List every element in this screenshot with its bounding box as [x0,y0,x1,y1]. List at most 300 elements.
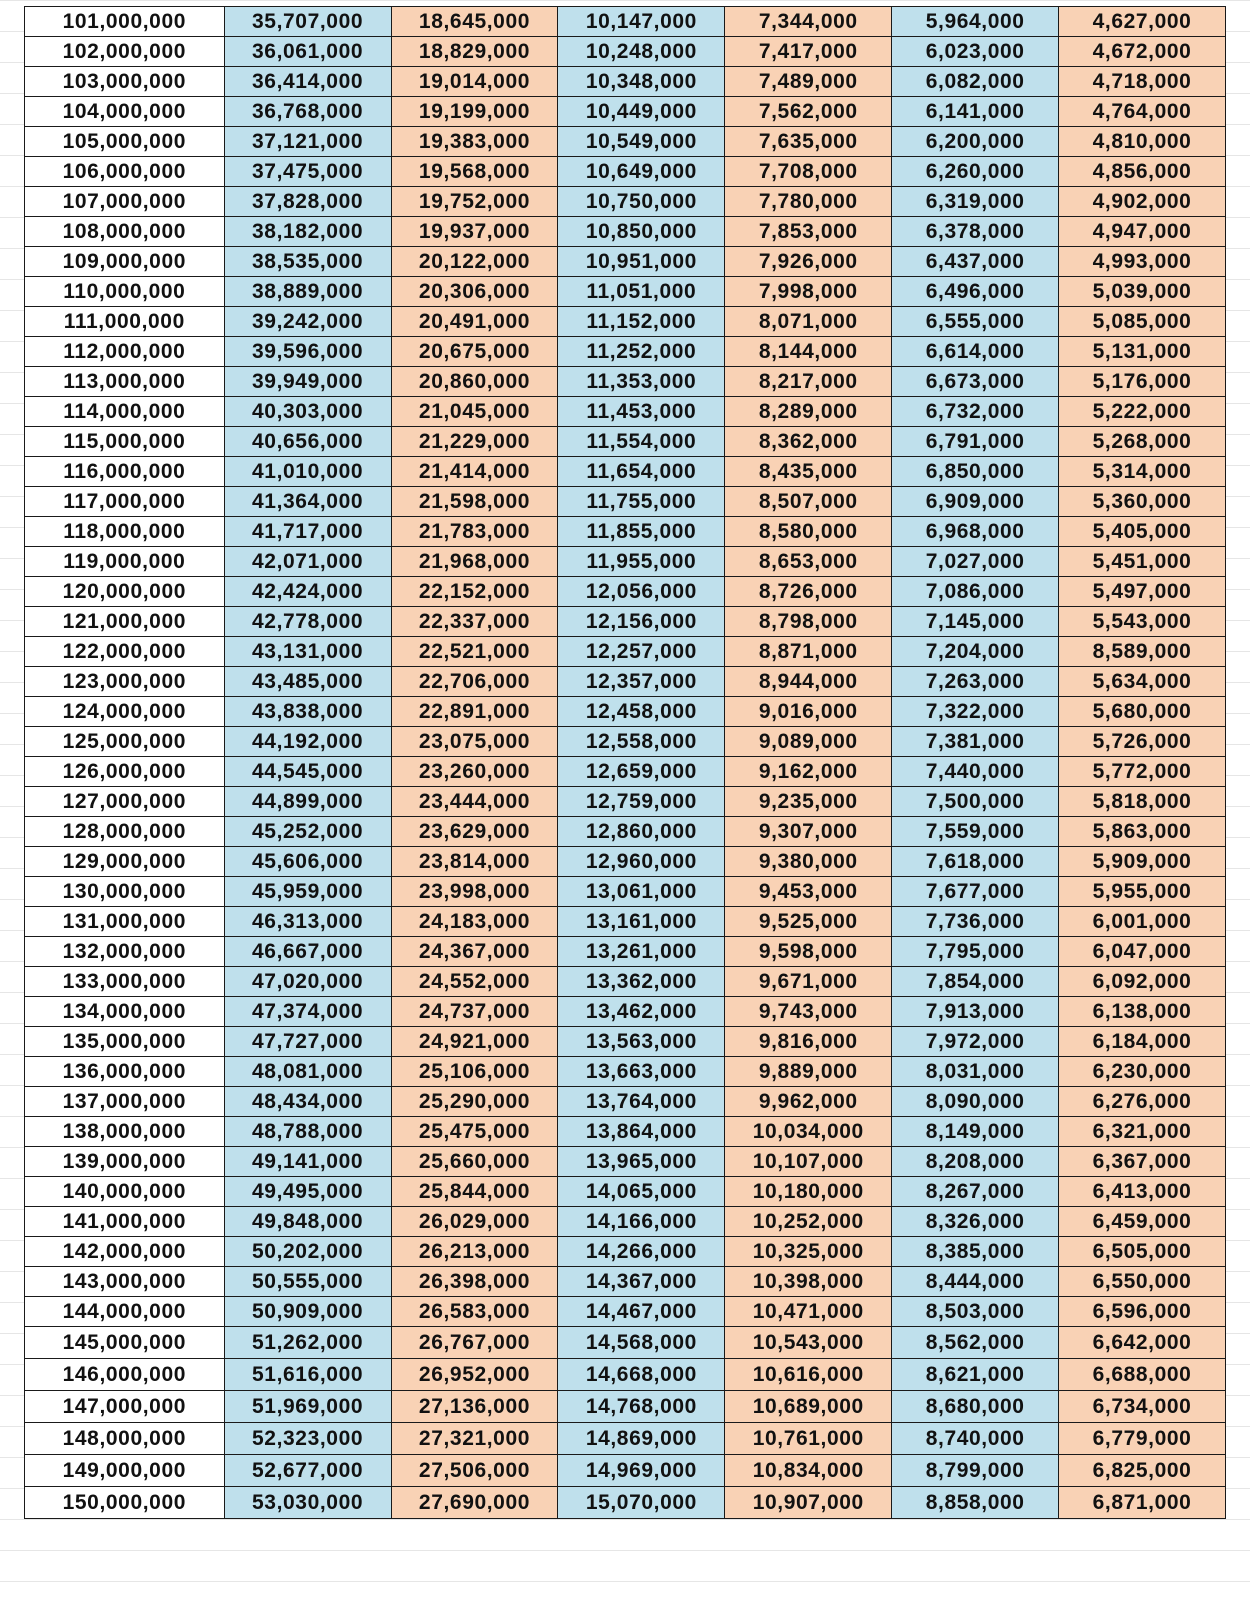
value-cell-col-5[interactable]: 9,525,000 [725,907,892,937]
row-amount-cell[interactable]: 128,000,000 [25,817,225,847]
value-cell-col-2[interactable]: 50,202,000 [224,1237,391,1267]
value-cell-col-2[interactable]: 48,788,000 [224,1117,391,1147]
row-amount-cell[interactable]: 124,000,000 [25,697,225,727]
value-cell-col-4[interactable]: 12,759,000 [558,787,725,817]
value-cell-col-5[interactable]: 9,235,000 [725,787,892,817]
value-cell-col-4[interactable]: 11,252,000 [558,337,725,367]
value-cell-col-5[interactable]: 8,871,000 [725,637,892,667]
row-amount-cell[interactable]: 145,000,000 [25,1327,225,1359]
value-cell-col-5[interactable]: 7,998,000 [725,277,892,307]
value-cell-col-5[interactable]: 10,252,000 [725,1207,892,1237]
value-cell-col-4[interactable]: 12,156,000 [558,607,725,637]
value-cell-col-6[interactable]: 7,618,000 [892,847,1059,877]
value-cell-col-3[interactable]: 24,367,000 [391,937,558,967]
value-cell-col-4[interactable]: 11,755,000 [558,487,725,517]
value-cell-col-3[interactable]: 26,029,000 [391,1207,558,1237]
value-cell-col-3[interactable]: 20,306,000 [391,277,558,307]
value-cell-col-6[interactable]: 8,149,000 [892,1117,1059,1147]
value-cell-col-5[interactable]: 10,543,000 [725,1327,892,1359]
row-amount-cell[interactable]: 147,000,000 [25,1391,225,1423]
value-cell-col-6[interactable]: 7,027,000 [892,547,1059,577]
row-amount-cell[interactable]: 135,000,000 [25,1027,225,1057]
value-cell-col-6[interactable]: 7,500,000 [892,787,1059,817]
value-cell-col-7[interactable]: 4,902,000 [1059,187,1226,217]
value-cell-col-6[interactable]: 8,740,000 [892,1423,1059,1455]
value-cell-col-6[interactable]: 7,559,000 [892,817,1059,847]
row-amount-cell[interactable]: 142,000,000 [25,1237,225,1267]
value-cell-col-4[interactable]: 14,969,000 [558,1455,725,1487]
row-amount-cell[interactable]: 148,000,000 [25,1423,225,1455]
value-cell-col-2[interactable]: 37,828,000 [224,187,391,217]
value-cell-col-3[interactable]: 22,521,000 [391,637,558,667]
value-cell-col-6[interactable]: 7,440,000 [892,757,1059,787]
row-amount-cell[interactable]: 101,000,000 [25,7,225,37]
value-cell-col-5[interactable]: 9,307,000 [725,817,892,847]
value-cell-col-7[interactable]: 4,718,000 [1059,67,1226,97]
row-amount-cell[interactable]: 116,000,000 [25,457,225,487]
value-cell-col-3[interactable]: 23,075,000 [391,727,558,757]
value-cell-col-6[interactable]: 6,378,000 [892,217,1059,247]
value-cell-col-4[interactable]: 10,248,000 [558,37,725,67]
value-cell-col-2[interactable]: 43,131,000 [224,637,391,667]
value-cell-col-6[interactable]: 8,326,000 [892,1207,1059,1237]
value-cell-col-6[interactable]: 5,964,000 [892,7,1059,37]
value-cell-col-3[interactable]: 19,199,000 [391,97,558,127]
value-cell-col-4[interactable]: 10,549,000 [558,127,725,157]
value-cell-col-3[interactable]: 26,583,000 [391,1297,558,1327]
value-cell-col-2[interactable]: 48,434,000 [224,1087,391,1117]
value-cell-col-7[interactable]: 5,360,000 [1059,487,1226,517]
value-cell-col-6[interactable]: 6,319,000 [892,187,1059,217]
value-cell-col-6[interactable]: 7,381,000 [892,727,1059,757]
value-cell-col-7[interactable]: 5,314,000 [1059,457,1226,487]
row-amount-cell[interactable]: 104,000,000 [25,97,225,127]
value-cell-col-4[interactable]: 11,654,000 [558,457,725,487]
value-cell-col-2[interactable]: 39,596,000 [224,337,391,367]
value-cell-col-7[interactable]: 5,909,000 [1059,847,1226,877]
value-cell-col-7[interactable]: 5,176,000 [1059,367,1226,397]
value-cell-col-6[interactable]: 7,204,000 [892,637,1059,667]
value-cell-col-7[interactable]: 6,642,000 [1059,1327,1226,1359]
value-cell-col-5[interactable]: 9,598,000 [725,937,892,967]
row-amount-cell[interactable]: 132,000,000 [25,937,225,967]
value-cell-col-2[interactable]: 44,899,000 [224,787,391,817]
value-cell-col-5[interactable]: 7,417,000 [725,37,892,67]
value-cell-col-2[interactable]: 42,071,000 [224,547,391,577]
row-amount-cell[interactable]: 127,000,000 [25,787,225,817]
value-cell-col-2[interactable]: 41,717,000 [224,517,391,547]
value-cell-col-4[interactable]: 11,051,000 [558,277,725,307]
value-cell-col-5[interactable]: 8,798,000 [725,607,892,637]
value-cell-col-7[interactable]: 6,688,000 [1059,1359,1226,1391]
value-cell-col-7[interactable]: 4,856,000 [1059,157,1226,187]
value-cell-col-5[interactable]: 8,217,000 [725,367,892,397]
value-cell-col-6[interactable]: 6,555,000 [892,307,1059,337]
value-cell-col-5[interactable]: 8,289,000 [725,397,892,427]
value-cell-col-4[interactable]: 12,257,000 [558,637,725,667]
value-cell-col-6[interactable]: 6,141,000 [892,97,1059,127]
value-cell-col-4[interactable]: 14,568,000 [558,1327,725,1359]
value-cell-col-5[interactable]: 8,362,000 [725,427,892,457]
value-cell-col-6[interactable]: 6,260,000 [892,157,1059,187]
value-cell-col-4[interactable]: 11,554,000 [558,427,725,457]
value-cell-col-2[interactable]: 51,616,000 [224,1359,391,1391]
value-cell-col-7[interactable]: 6,138,000 [1059,997,1226,1027]
value-cell-col-4[interactable]: 14,668,000 [558,1359,725,1391]
value-cell-col-2[interactable]: 40,656,000 [224,427,391,457]
row-amount-cell[interactable]: 129,000,000 [25,847,225,877]
value-cell-col-2[interactable]: 36,768,000 [224,97,391,127]
row-amount-cell[interactable]: 134,000,000 [25,997,225,1027]
value-cell-col-4[interactable]: 13,563,000 [558,1027,725,1057]
value-cell-col-2[interactable]: 42,424,000 [224,577,391,607]
value-cell-col-6[interactable]: 6,437,000 [892,247,1059,277]
value-cell-col-3[interactable]: 19,752,000 [391,187,558,217]
value-cell-col-6[interactable]: 8,208,000 [892,1147,1059,1177]
value-cell-col-3[interactable]: 19,937,000 [391,217,558,247]
row-amount-cell[interactable]: 140,000,000 [25,1177,225,1207]
value-cell-col-4[interactable]: 14,065,000 [558,1177,725,1207]
value-cell-col-5[interactable]: 9,816,000 [725,1027,892,1057]
value-cell-col-2[interactable]: 38,889,000 [224,277,391,307]
value-cell-col-5[interactable]: 10,761,000 [725,1423,892,1455]
row-amount-cell[interactable]: 149,000,000 [25,1455,225,1487]
value-cell-col-6[interactable]: 8,090,000 [892,1087,1059,1117]
value-cell-col-2[interactable]: 44,192,000 [224,727,391,757]
value-cell-col-3[interactable]: 24,183,000 [391,907,558,937]
value-cell-col-3[interactable]: 20,122,000 [391,247,558,277]
value-cell-col-6[interactable]: 7,263,000 [892,667,1059,697]
value-cell-col-5[interactable]: 9,162,000 [725,757,892,787]
value-cell-col-6[interactable]: 6,082,000 [892,67,1059,97]
value-cell-col-7[interactable]: 6,550,000 [1059,1267,1226,1297]
value-cell-col-2[interactable]: 36,061,000 [224,37,391,67]
row-amount-cell[interactable]: 133,000,000 [25,967,225,997]
value-cell-col-2[interactable]: 37,475,000 [224,157,391,187]
value-cell-col-5[interactable]: 8,580,000 [725,517,892,547]
value-cell-col-3[interactable]: 27,506,000 [391,1455,558,1487]
value-cell-col-2[interactable]: 47,374,000 [224,997,391,1027]
value-cell-col-3[interactable]: 20,860,000 [391,367,558,397]
value-cell-col-6[interactable]: 8,680,000 [892,1391,1059,1423]
value-cell-col-3[interactable]: 25,475,000 [391,1117,558,1147]
value-cell-col-7[interactable]: 5,863,000 [1059,817,1226,847]
value-cell-col-6[interactable]: 8,267,000 [892,1177,1059,1207]
value-cell-col-3[interactable]: 23,998,000 [391,877,558,907]
value-cell-col-2[interactable]: 43,838,000 [224,697,391,727]
row-amount-cell[interactable]: 114,000,000 [25,397,225,427]
value-cell-col-6[interactable]: 6,791,000 [892,427,1059,457]
value-cell-col-5[interactable]: 8,144,000 [725,337,892,367]
value-cell-col-4[interactable]: 12,357,000 [558,667,725,697]
value-cell-col-7[interactable]: 5,726,000 [1059,727,1226,757]
value-cell-col-7[interactable]: 6,413,000 [1059,1177,1226,1207]
value-cell-col-6[interactable]: 6,496,000 [892,277,1059,307]
value-cell-col-5[interactable]: 8,071,000 [725,307,892,337]
value-cell-col-3[interactable]: 22,337,000 [391,607,558,637]
value-cell-col-2[interactable]: 50,909,000 [224,1297,391,1327]
value-cell-col-7[interactable]: 6,321,000 [1059,1117,1226,1147]
value-cell-col-2[interactable]: 49,495,000 [224,1177,391,1207]
value-cell-col-2[interactable]: 39,242,000 [224,307,391,337]
value-cell-col-3[interactable]: 19,014,000 [391,67,558,97]
value-cell-col-2[interactable]: 50,555,000 [224,1267,391,1297]
value-cell-col-3[interactable]: 22,891,000 [391,697,558,727]
row-amount-cell[interactable]: 109,000,000 [25,247,225,277]
value-cell-col-7[interactable]: 5,634,000 [1059,667,1226,697]
value-cell-col-7[interactable]: 6,459,000 [1059,1207,1226,1237]
row-amount-cell[interactable]: 119,000,000 [25,547,225,577]
value-cell-col-4[interactable]: 10,449,000 [558,97,725,127]
row-amount-cell[interactable]: 103,000,000 [25,67,225,97]
value-cell-col-5[interactable]: 10,834,000 [725,1455,892,1487]
value-cell-col-2[interactable]: 45,252,000 [224,817,391,847]
value-cell-col-7[interactable]: 6,184,000 [1059,1027,1226,1057]
row-amount-cell[interactable]: 107,000,000 [25,187,225,217]
value-cell-col-3[interactable]: 27,321,000 [391,1423,558,1455]
value-cell-col-7[interactable]: 6,367,000 [1059,1147,1226,1177]
value-cell-col-3[interactable]: 18,829,000 [391,37,558,67]
row-amount-cell[interactable]: 108,000,000 [25,217,225,247]
value-cell-col-4[interactable]: 14,266,000 [558,1237,725,1267]
value-cell-col-4[interactable]: 13,161,000 [558,907,725,937]
value-cell-col-5[interactable]: 9,889,000 [725,1057,892,1087]
value-cell-col-7[interactable]: 5,451,000 [1059,547,1226,577]
value-cell-col-5[interactable]: 7,489,000 [725,67,892,97]
value-cell-col-2[interactable]: 41,364,000 [224,487,391,517]
value-cell-col-3[interactable]: 20,675,000 [391,337,558,367]
value-cell-col-6[interactable]: 8,385,000 [892,1237,1059,1267]
value-cell-col-6[interactable]: 6,023,000 [892,37,1059,67]
value-cell-col-4[interactable]: 12,056,000 [558,577,725,607]
value-cell-col-2[interactable]: 47,020,000 [224,967,391,997]
value-cell-col-3[interactable]: 21,045,000 [391,397,558,427]
row-amount-cell[interactable]: 123,000,000 [25,667,225,697]
value-cell-col-3[interactable]: 19,568,000 [391,157,558,187]
value-cell-col-3[interactable]: 23,814,000 [391,847,558,877]
value-cell-col-3[interactable]: 19,383,000 [391,127,558,157]
value-cell-col-6[interactable]: 8,858,000 [892,1487,1059,1519]
value-cell-col-7[interactable]: 5,085,000 [1059,307,1226,337]
value-cell-col-4[interactable]: 10,850,000 [558,217,725,247]
value-cell-col-4[interactable]: 13,061,000 [558,877,725,907]
value-cell-col-2[interactable]: 46,313,000 [224,907,391,937]
row-amount-cell[interactable]: 117,000,000 [25,487,225,517]
value-cell-col-6[interactable]: 6,850,000 [892,457,1059,487]
value-cell-col-4[interactable]: 10,951,000 [558,247,725,277]
value-cell-col-7[interactable]: 4,947,000 [1059,217,1226,247]
value-cell-col-6[interactable]: 8,031,000 [892,1057,1059,1087]
value-cell-col-5[interactable]: 9,671,000 [725,967,892,997]
value-cell-col-3[interactable]: 21,968,000 [391,547,558,577]
value-cell-col-4[interactable]: 12,860,000 [558,817,725,847]
value-cell-col-7[interactable]: 6,276,000 [1059,1087,1226,1117]
value-cell-col-7[interactable]: 4,764,000 [1059,97,1226,127]
value-cell-col-7[interactable]: 6,230,000 [1059,1057,1226,1087]
value-cell-col-4[interactable]: 12,659,000 [558,757,725,787]
value-cell-col-4[interactable]: 12,458,000 [558,697,725,727]
value-cell-col-7[interactable]: 5,818,000 [1059,787,1226,817]
value-cell-col-4[interactable]: 11,855,000 [558,517,725,547]
value-cell-col-4[interactable]: 14,166,000 [558,1207,725,1237]
value-cell-col-5[interactable]: 7,635,000 [725,127,892,157]
value-cell-col-2[interactable]: 45,606,000 [224,847,391,877]
value-cell-col-2[interactable]: 44,545,000 [224,757,391,787]
value-cell-col-4[interactable]: 13,764,000 [558,1087,725,1117]
value-cell-col-5[interactable]: 10,034,000 [725,1117,892,1147]
value-cell-col-6[interactable]: 7,145,000 [892,607,1059,637]
value-cell-col-7[interactable]: 4,672,000 [1059,37,1226,67]
value-cell-col-5[interactable]: 10,325,000 [725,1237,892,1267]
value-cell-col-4[interactable]: 13,462,000 [558,997,725,1027]
value-cell-col-3[interactable]: 26,767,000 [391,1327,558,1359]
value-cell-col-2[interactable]: 40,303,000 [224,397,391,427]
value-cell-col-3[interactable]: 24,552,000 [391,967,558,997]
row-amount-cell[interactable]: 110,000,000 [25,277,225,307]
value-cell-col-7[interactable]: 5,268,000 [1059,427,1226,457]
value-cell-col-3[interactable]: 26,952,000 [391,1359,558,1391]
value-cell-col-4[interactable]: 11,353,000 [558,367,725,397]
value-cell-col-5[interactable]: 9,380,000 [725,847,892,877]
value-cell-col-2[interactable]: 37,121,000 [224,127,391,157]
value-cell-col-5[interactable]: 8,507,000 [725,487,892,517]
value-cell-col-3[interactable]: 24,921,000 [391,1027,558,1057]
value-cell-col-7[interactable]: 5,543,000 [1059,607,1226,637]
value-cell-col-7[interactable]: 4,993,000 [1059,247,1226,277]
value-cell-col-4[interactable]: 10,147,000 [558,7,725,37]
value-cell-col-6[interactable]: 6,200,000 [892,127,1059,157]
value-cell-col-6[interactable]: 8,799,000 [892,1455,1059,1487]
value-cell-col-3[interactable]: 27,690,000 [391,1487,558,1519]
value-cell-col-4[interactable]: 14,768,000 [558,1391,725,1423]
value-cell-col-5[interactable]: 7,853,000 [725,217,892,247]
value-cell-col-3[interactable]: 25,290,000 [391,1087,558,1117]
value-cell-col-4[interactable]: 15,070,000 [558,1487,725,1519]
value-cell-col-2[interactable]: 39,949,000 [224,367,391,397]
value-cell-col-7[interactable]: 6,047,000 [1059,937,1226,967]
value-cell-col-4[interactable]: 13,362,000 [558,967,725,997]
value-cell-col-7[interactable]: 5,772,000 [1059,757,1226,787]
value-cell-col-3[interactable]: 26,398,000 [391,1267,558,1297]
value-cell-col-2[interactable]: 43,485,000 [224,667,391,697]
value-cell-col-6[interactable]: 6,968,000 [892,517,1059,547]
value-cell-col-7[interactable]: 5,222,000 [1059,397,1226,427]
row-amount-cell[interactable]: 143,000,000 [25,1267,225,1297]
value-cell-col-6[interactable]: 7,795,000 [892,937,1059,967]
value-cell-col-7[interactable]: 4,810,000 [1059,127,1226,157]
value-cell-col-2[interactable]: 49,848,000 [224,1207,391,1237]
value-cell-col-4[interactable]: 13,261,000 [558,937,725,967]
row-amount-cell[interactable]: 126,000,000 [25,757,225,787]
row-amount-cell[interactable]: 141,000,000 [25,1207,225,1237]
value-cell-col-2[interactable]: 51,969,000 [224,1391,391,1423]
row-amount-cell[interactable]: 122,000,000 [25,637,225,667]
value-cell-col-3[interactable]: 26,213,000 [391,1237,558,1267]
value-cell-col-3[interactable]: 20,491,000 [391,307,558,337]
value-cell-col-4[interactable]: 13,663,000 [558,1057,725,1087]
value-cell-col-3[interactable]: 18,645,000 [391,7,558,37]
value-cell-col-5[interactable]: 10,689,000 [725,1391,892,1423]
value-cell-col-5[interactable]: 10,180,000 [725,1177,892,1207]
value-cell-col-5[interactable]: 7,344,000 [725,7,892,37]
value-cell-col-3[interactable]: 25,844,000 [391,1177,558,1207]
value-cell-col-5[interactable]: 10,471,000 [725,1297,892,1327]
value-cell-col-4[interactable]: 12,558,000 [558,727,725,757]
value-cell-col-7[interactable]: 6,825,000 [1059,1455,1226,1487]
value-cell-col-3[interactable]: 21,414,000 [391,457,558,487]
row-amount-cell[interactable]: 121,000,000 [25,607,225,637]
value-cell-col-5[interactable]: 8,726,000 [725,577,892,607]
value-cell-col-2[interactable]: 41,010,000 [224,457,391,487]
row-amount-cell[interactable]: 138,000,000 [25,1117,225,1147]
value-cell-col-2[interactable]: 38,535,000 [224,247,391,277]
row-amount-cell[interactable]: 139,000,000 [25,1147,225,1177]
row-amount-cell[interactable]: 118,000,000 [25,517,225,547]
value-cell-col-5[interactable]: 10,398,000 [725,1267,892,1297]
value-cell-col-7[interactable]: 6,505,000 [1059,1237,1226,1267]
row-amount-cell[interactable]: 125,000,000 [25,727,225,757]
value-cell-col-7[interactable]: 5,680,000 [1059,697,1226,727]
row-amount-cell[interactable]: 111,000,000 [25,307,225,337]
row-amount-cell[interactable]: 113,000,000 [25,367,225,397]
value-cell-col-2[interactable]: 51,262,000 [224,1327,391,1359]
value-cell-col-5[interactable]: 8,435,000 [725,457,892,487]
value-cell-col-6[interactable]: 7,972,000 [892,1027,1059,1057]
value-cell-col-4[interactable]: 12,960,000 [558,847,725,877]
value-cell-col-6[interactable]: 8,444,000 [892,1267,1059,1297]
value-cell-col-7[interactable]: 6,734,000 [1059,1391,1226,1423]
value-cell-col-5[interactable]: 9,089,000 [725,727,892,757]
row-amount-cell[interactable]: 136,000,000 [25,1057,225,1087]
value-cell-col-4[interactable]: 14,869,000 [558,1423,725,1455]
value-cell-col-3[interactable]: 25,106,000 [391,1057,558,1087]
value-cell-col-3[interactable]: 21,783,000 [391,517,558,547]
row-amount-cell[interactable]: 150,000,000 [25,1487,225,1519]
value-cell-col-6[interactable]: 7,913,000 [892,997,1059,1027]
value-cell-col-6[interactable]: 6,909,000 [892,487,1059,517]
value-cell-col-6[interactable]: 7,677,000 [892,877,1059,907]
value-cell-col-2[interactable]: 45,959,000 [224,877,391,907]
value-cell-col-6[interactable]: 7,322,000 [892,697,1059,727]
row-amount-cell[interactable]: 115,000,000 [25,427,225,457]
value-cell-col-7[interactable]: 5,497,000 [1059,577,1226,607]
value-cell-col-5[interactable]: 8,944,000 [725,667,892,697]
row-amount-cell[interactable]: 105,000,000 [25,127,225,157]
value-cell-col-6[interactable]: 7,736,000 [892,907,1059,937]
value-cell-col-6[interactable]: 7,086,000 [892,577,1059,607]
value-cell-col-6[interactable]: 8,621,000 [892,1359,1059,1391]
value-cell-col-2[interactable]: 38,182,000 [224,217,391,247]
value-cell-col-4[interactable]: 14,367,000 [558,1267,725,1297]
value-cell-col-6[interactable]: 8,503,000 [892,1297,1059,1327]
value-cell-col-7[interactable]: 4,627,000 [1059,7,1226,37]
row-amount-cell[interactable]: 130,000,000 [25,877,225,907]
value-cell-col-7[interactable]: 6,596,000 [1059,1297,1226,1327]
value-cell-col-2[interactable]: 35,707,000 [224,7,391,37]
value-cell-col-5[interactable]: 10,616,000 [725,1359,892,1391]
value-cell-col-3[interactable]: 22,706,000 [391,667,558,697]
row-amount-cell[interactable]: 106,000,000 [25,157,225,187]
value-cell-col-3[interactable]: 24,737,000 [391,997,558,1027]
value-cell-col-5[interactable]: 9,016,000 [725,697,892,727]
value-cell-col-7[interactable]: 5,405,000 [1059,517,1226,547]
value-cell-col-2[interactable]: 53,030,000 [224,1487,391,1519]
value-cell-col-6[interactable]: 6,614,000 [892,337,1059,367]
value-cell-col-7[interactable]: 5,955,000 [1059,877,1226,907]
value-cell-col-5[interactable]: 8,653,000 [725,547,892,577]
value-cell-col-3[interactable]: 21,598,000 [391,487,558,517]
value-cell-col-5[interactable]: 7,708,000 [725,157,892,187]
